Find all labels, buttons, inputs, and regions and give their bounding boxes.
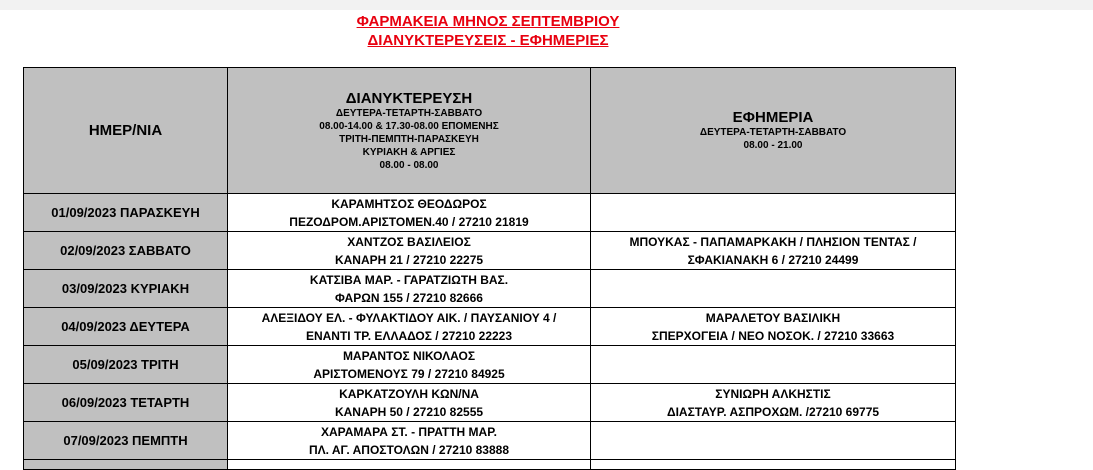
table-row (24, 384, 956, 422)
pharmacy-address: ΣΦΑΚΙΑΝΑΚΗ 6 / 27210 24499 (687, 252, 859, 267)
table-row (24, 232, 956, 270)
header-duty-line: ΔΕΥΤΕΡΑ-ΤΕΤΑΡΤΗ-ΣΑΒΒΑΤΟ (699, 127, 847, 138)
header-night-line: 08.00 - 08.00 (379, 159, 439, 171)
pharmacy-name: ΑΛΕΞΙΔΟΥ ΕΛ. - ΦΥΛΑΚΤΙΔΟΥ ΑΙΚ. / ΠΑΥΣΑΝΙΟΥ 4 / (261, 310, 557, 325)
duty-pharmacy-cell (591, 308, 956, 346)
pharmacy-name: ΧΑΡΑΜΑΡΑ ΣΤ. - ΠΡΑΤΤΗ ΜΑΡ. (320, 424, 497, 439)
header-night-line: ΔΕΥΤΕΡΑ-ΤΕΤΑΡΤΗ-ΣΑΒΒΑΤΟ (335, 107, 483, 119)
pharmacy-name: ΧΑΝΤΖΟΣ ΒΑΣΙΛΕΙΟΣ (347, 234, 471, 249)
duty-pharmacy-cell (591, 384, 956, 422)
pharmacy-address: ΠΕΖΟΔΡΟΜ.ΑΡΙΣΤΟΜΕΝ.40 / 27210 21819 (289, 214, 529, 229)
header-night (228, 68, 591, 194)
table-row (24, 270, 956, 308)
header-duty-title: ΕΦΗΜΕΡΙΑ (732, 109, 814, 126)
table-row (24, 308, 956, 346)
pharmacy-name: ΚΑΤΣΙΒΑ ΜΑΡ. - ΓΑΡΑΤΖΙΩΤΗ ΒΑΣ. (309, 272, 509, 287)
document-titles (0, 12, 976, 50)
date-cell: 07/09/2023 ΠΕΜΠΤΗ (24, 422, 228, 460)
header-night-title: ΔΙΑΝΥΚΤΕΡΕΥΣΗ (345, 89, 473, 107)
night-pharmacy-cell (228, 346, 591, 384)
pharmacy-address: ΣΠΕΡΧΟΓΕΙΑ / ΝΕΟ ΝΟΣΟΚ. / 27210 33663 (651, 328, 895, 343)
pharmacy-address: ΕΝΑΝΤΙ ΤΡ. ΕΛΛΑΔΟΣ / 27210 22223 (305, 328, 513, 343)
pharmacy-name: ΜΠΟΥΚΑΣ - ΠΑΠΑΜΑΡΚΑΚΗ / ΠΛΗΣΙΟΝ ΤΕΝΤΑΣ / (629, 234, 917, 249)
night-pharmacy-cell (228, 384, 591, 422)
duty-pharmacy-cell (591, 194, 956, 232)
title-subtitle: ΔΙΑΝΥΚΤΕΡΕΥΣΕΙΣ - ΕΦΗΜΕΡΙΕΣ (367, 32, 609, 49)
duty-pharmacy-cell (591, 232, 956, 270)
header-duty-line: 08.00 - 21.00 (743, 140, 803, 151)
pharmacy-name: ΚΑΡΑΜΗΤΣΟΣ ΘΕΟΔΩΡΟΣ (331, 196, 487, 211)
table-row (24, 422, 956, 460)
header-night-line: ΚΥΡΙΑΚΗ & ΑΡΓΙΕΣ (362, 146, 456, 158)
title-month: ΦΑΡΜΑΚΕΙΑ ΜΗΝΟΣ ΣΕΠΤΕΜΒΡΙΟΥ (356, 13, 620, 30)
pharmacy-name: ΜΑΡΑΛΕΤΟΥ ΒΑΣΙΛΙΚΗ (705, 310, 841, 325)
header-night-line: 08.00-14.00 & 17.30-08.00 ΕΠΟΜΕΝΗΣ (319, 120, 499, 132)
pharmacy-address: ΔΙΑΣΤΑΥΡ. ΑΣΠΡΟΧΩΜ. /27210 69775 (666, 404, 880, 419)
pharmacy-address: ΠΛ. ΑΓ. ΑΠΟΣΤΟΛΩΝ / 27210 83888 (308, 442, 510, 457)
night-pharmacy-cell (228, 422, 591, 460)
night-pharmacy-cell (228, 194, 591, 232)
night-pharmacy-cell (228, 270, 591, 308)
night-pharmacy-cell (228, 232, 591, 270)
duty-pharmacy-cell (591, 346, 956, 384)
date-cell: 02/09/2023 ΣΑΒΒΑΤΟ (24, 232, 228, 270)
date-cell: 06/09/2023 ΤΕΤΑΡΤΗ (24, 384, 228, 422)
header-date: ΗΜΕΡ/ΝΙΑ (24, 68, 228, 194)
pharmacy-name: ΜΑΡΑΝΤΟΣ ΝΙΚΟΛΑΟΣ (342, 348, 476, 363)
date-cell: 03/09/2023 ΚΥΡΙΑΚΗ (24, 270, 228, 308)
pharmacy-address: ΚΑΝΑΡΗ 21 / 27210 22275 (334, 252, 484, 267)
top-strip (0, 0, 1093, 10)
header-duty (591, 68, 956, 194)
pharmacy-name: ΣΥΝΙΩΡΗ ΑΛΚΗΣΤΙΣ (715, 386, 831, 401)
pharmacy-address: ΦΑΡΩΝ 155 / 27210 82666 (335, 290, 483, 305)
date-cell: 01/09/2023 ΠΑΡΑΣΚΕΥΗ (24, 194, 228, 232)
pharmacy-name: ΚΑΡΚΑΤΖΟΥΛΗ ΚΩΝ/ΝΑ (339, 386, 479, 401)
table-header-row (24, 68, 956, 194)
night-pharmacy-cell (228, 308, 591, 346)
date-cell: 05/09/2023 ΤΡΙΤΗ (24, 346, 228, 384)
pharmacy-address: ΑΡΙΣΤΟΜΕΝΟΥΣ 79 / 27210 84925 (313, 366, 505, 381)
duty-pharmacy-cell (591, 270, 956, 308)
table-row (24, 346, 956, 384)
pharmacy-schedule-table (23, 67, 956, 470)
header-night-line: ΤΡΙΤΗ-ΠΕΜΠΤΗ-ΠΑΡΑΣΚΕΥΗ (339, 133, 479, 145)
duty-pharmacy-cell (591, 422, 956, 460)
pharmacy-address: ΚΑΝΑΡΗ 50 / 27210 82555 (334, 404, 484, 419)
table-row (24, 194, 956, 232)
date-cell: 04/09/2023 ΔΕΥΤΕΡΑ (24, 308, 228, 346)
